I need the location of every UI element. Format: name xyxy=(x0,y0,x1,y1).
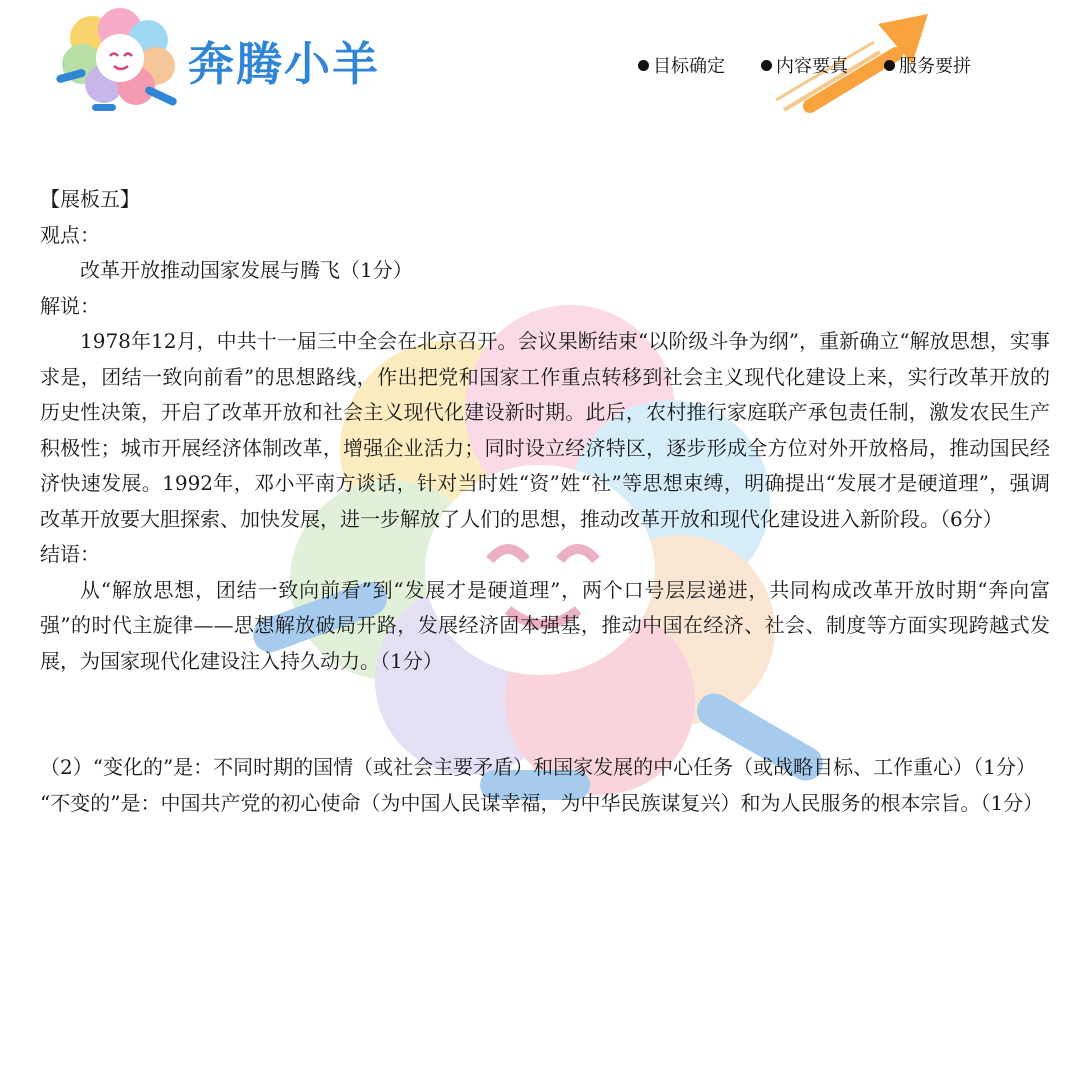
tagline-label: 服务要拼 xyxy=(899,56,971,77)
explanation-label: 解说： xyxy=(40,293,100,318)
bullet-icon xyxy=(761,60,772,71)
section-gap xyxy=(40,679,1050,750)
page-header xyxy=(0,0,1080,130)
viewpoint-text: 改革开放推动国家发展与腾飞（1分） xyxy=(80,258,413,282)
tagline xyxy=(638,52,971,78)
tagline-item xyxy=(638,52,725,78)
tagline-label: 内容要真 xyxy=(776,56,848,77)
sheep-logo-icon xyxy=(52,6,192,116)
tagline-item xyxy=(884,52,971,78)
bullet-icon xyxy=(884,60,895,71)
board-title: 【展板五】 xyxy=(40,187,140,211)
tagline-label: 目标确定 xyxy=(653,56,725,77)
brand-name: 奔腾小羊 xyxy=(188,37,380,91)
bullet-icon xyxy=(638,60,649,71)
part2-changing: （2）“变化的”是：不同时期的国情（或社会主要矛盾）和国家发展的中心任务（或战略目标、工作重心）（1分） xyxy=(40,755,1036,779)
conclusion-text: 从“解放思想，团结一致向前看”到“发展才是硬道理”，两个口号层层递进，共同构成改革开放时期“奔向富强”的时代主旋律——思想解放破局开路，发展经济固本强基，推动中国在经济、社会、制度等方面实现跨越式发展，为国家现代化建设注入持久动力。（1分） xyxy=(40,577,1050,673)
explanation-text: 1978年12月，中共十一届三中全会在北京召开。会议果断结束“以阶级斗争为纲”，重新确立“解放思想，实事求是，团结一致向前看”的思想路线，作出把党和国家工作重点转移到社会主义现代化建设上来，实行改革开放的历史性决策，开启了改革开放和社会主义现代化建设新时期。此后，农村推行家庭联产承包责任制，激发农民生产积极性；城市开展经济体制改革，增强企业活力；同时设立经济特区，逐步形成全方位对外开放格局，推动国民经济快速发展。1992年，邓小平南方谈话，针对当时姓“资”姓“社”等思想束缚，明确提出“发展才是硬道理”，强调改革开放要大胆探索、加快发展，进一步解放了人们的思想，推动改革开放和现代化建设进入新阶段。（6分） xyxy=(40,329,1050,531)
conclusion-label: 结语： xyxy=(40,542,100,566)
tagline-item xyxy=(761,52,848,78)
part2-unchanging: “不变的”是：中国共产党的初心使命（为中国人民谋幸福，为中华民族谋复兴）和为人民服务的根本宗旨。（1分） xyxy=(40,790,1044,815)
viewpoint-label: 观点： xyxy=(40,222,100,247)
document-body xyxy=(40,182,1050,821)
